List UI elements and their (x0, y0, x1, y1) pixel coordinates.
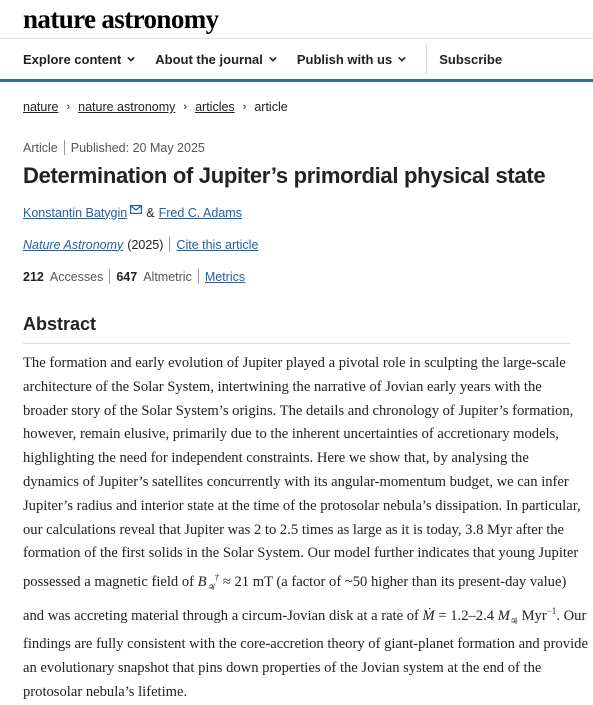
nav-item-label: Explore content (23, 51, 122, 67)
article-type: Article (23, 140, 58, 155)
chevron-down-icon (127, 55, 135, 63)
math-accretion-symbol: Ṁ (422, 607, 435, 624)
nav-item-label: Publish with us (296, 51, 393, 67)
logo-word-nature: nature (23, 3, 96, 34)
math-unit-exponent: −1 (546, 605, 557, 616)
chevron-right-icon: › (242, 101, 247, 113)
math-mass-symbol: M (497, 607, 510, 624)
citation-divider (169, 237, 170, 252)
journal-year: (2025) (127, 237, 164, 252)
nav-divider (426, 44, 427, 74)
author-separator: & (146, 205, 155, 220)
journal-citation (0, 220, 593, 252)
breadcrumb-current: article (254, 100, 288, 114)
math-unit-myr: Myr (517, 607, 547, 624)
math-accretion-value: = 1.2–2.4 (434, 607, 498, 624)
nav-item-label: About the journal (155, 51, 263, 67)
cite-this-article-link[interactable]: Cite this article (176, 237, 259, 252)
abstract-part-2: ≈ 21 mT (a factor of ~50 higher than its present-day value) and was accreting material through a circum-Jovian disk at a rate of (23, 574, 567, 624)
altmetric-label: Altmetric (143, 269, 192, 284)
meta-divider (64, 140, 65, 155)
metrics-link[interactable]: Metrics (204, 269, 246, 284)
site-logo[interactable] (0, 0, 593, 38)
journal-name-link[interactable]: Nature Astronomy (23, 237, 124, 252)
math-mass-subscript: ♃ (509, 615, 518, 626)
breadcrumb-nature-astronomy[interactable]: nature astronomy (78, 100, 176, 114)
abstract-text (23, 352, 588, 705)
chevron-down-icon (398, 55, 406, 63)
nav-subscribe[interactable] (439, 52, 502, 67)
chevron-down-icon (269, 55, 277, 63)
breadcrumb-nature[interactable]: nature (23, 100, 59, 114)
author-batygin[interactable]: Konstantin Batygin (23, 205, 128, 220)
author-adams[interactable]: Fred C. Adams (158, 205, 242, 220)
math-magnetic-field (198, 574, 220, 590)
abstract-heading: Abstract (23, 314, 570, 344)
math-subscript: ♃ (206, 581, 215, 592)
math-superscript: † (214, 572, 220, 583)
author-list (0, 189, 593, 220)
nav-item-label: Subscribe (439, 51, 503, 67)
nav-publish-with-us[interactable] (297, 52, 406, 67)
published-date: Published: 20 May 2025 (70, 140, 205, 155)
chevron-right-icon: › (183, 101, 188, 113)
nav-about-journal[interactable] (155, 52, 277, 67)
metrics-divider (109, 269, 110, 284)
abstract-part-1: The formation and early evolution of Jupiter played a pivotal role in sculpting the large-scale architecture of the Solar System, intertwining the narrative of Jovian early years with the broader story of the Solar System’s origins. The details and chronology of Jupiter’s formation, however, remain elusive, primarily due to the inherent uncertainties of accretionary models, highlighting the need for independent constraints. Here we show that, by analysing the dynamics of Jupiter’s satellites concurrently with its angular-momentum budget, we can infer Jupiter’s radius and interior state at the time of the protosolar nebula’s dissipation. In particular, our calculations reveal that Jupiter was 2 to 2.5 times as large as it is today, 3.8 Myr after the formation of the first solids in the Solar System. Our model further indicates that young Jupiter possessed a magnetic field of (23, 355, 581, 591)
main-nav (0, 38, 593, 82)
abstract-part-3: . Our findings are fully consistent with the core-accretion theory of giant-planet formation and provide an evolutionary snapshot that pins down properties of the Jovian system at the end of the protosolar nebula’s lifetime. (23, 607, 588, 700)
chevron-right-icon: › (66, 101, 71, 113)
nav-explore-content[interactable] (23, 52, 135, 67)
article-title: Determination of Jupiter’s primordial physical state (23, 163, 546, 188)
article-metrics (0, 252, 593, 284)
accesses-count: 212 (23, 269, 44, 284)
logo-word-astronomy: astronomy (101, 3, 219, 34)
metrics-divider (198, 269, 199, 284)
accesses-label: Accesses (49, 269, 104, 284)
breadcrumb-articles[interactable]: articles (195, 100, 235, 114)
math-symbol: B (197, 574, 207, 591)
article-meta (0, 114, 593, 155)
mail-icon[interactable] (130, 205, 142, 214)
breadcrumb (0, 82, 593, 114)
altmetric-count: 647 (116, 269, 138, 284)
